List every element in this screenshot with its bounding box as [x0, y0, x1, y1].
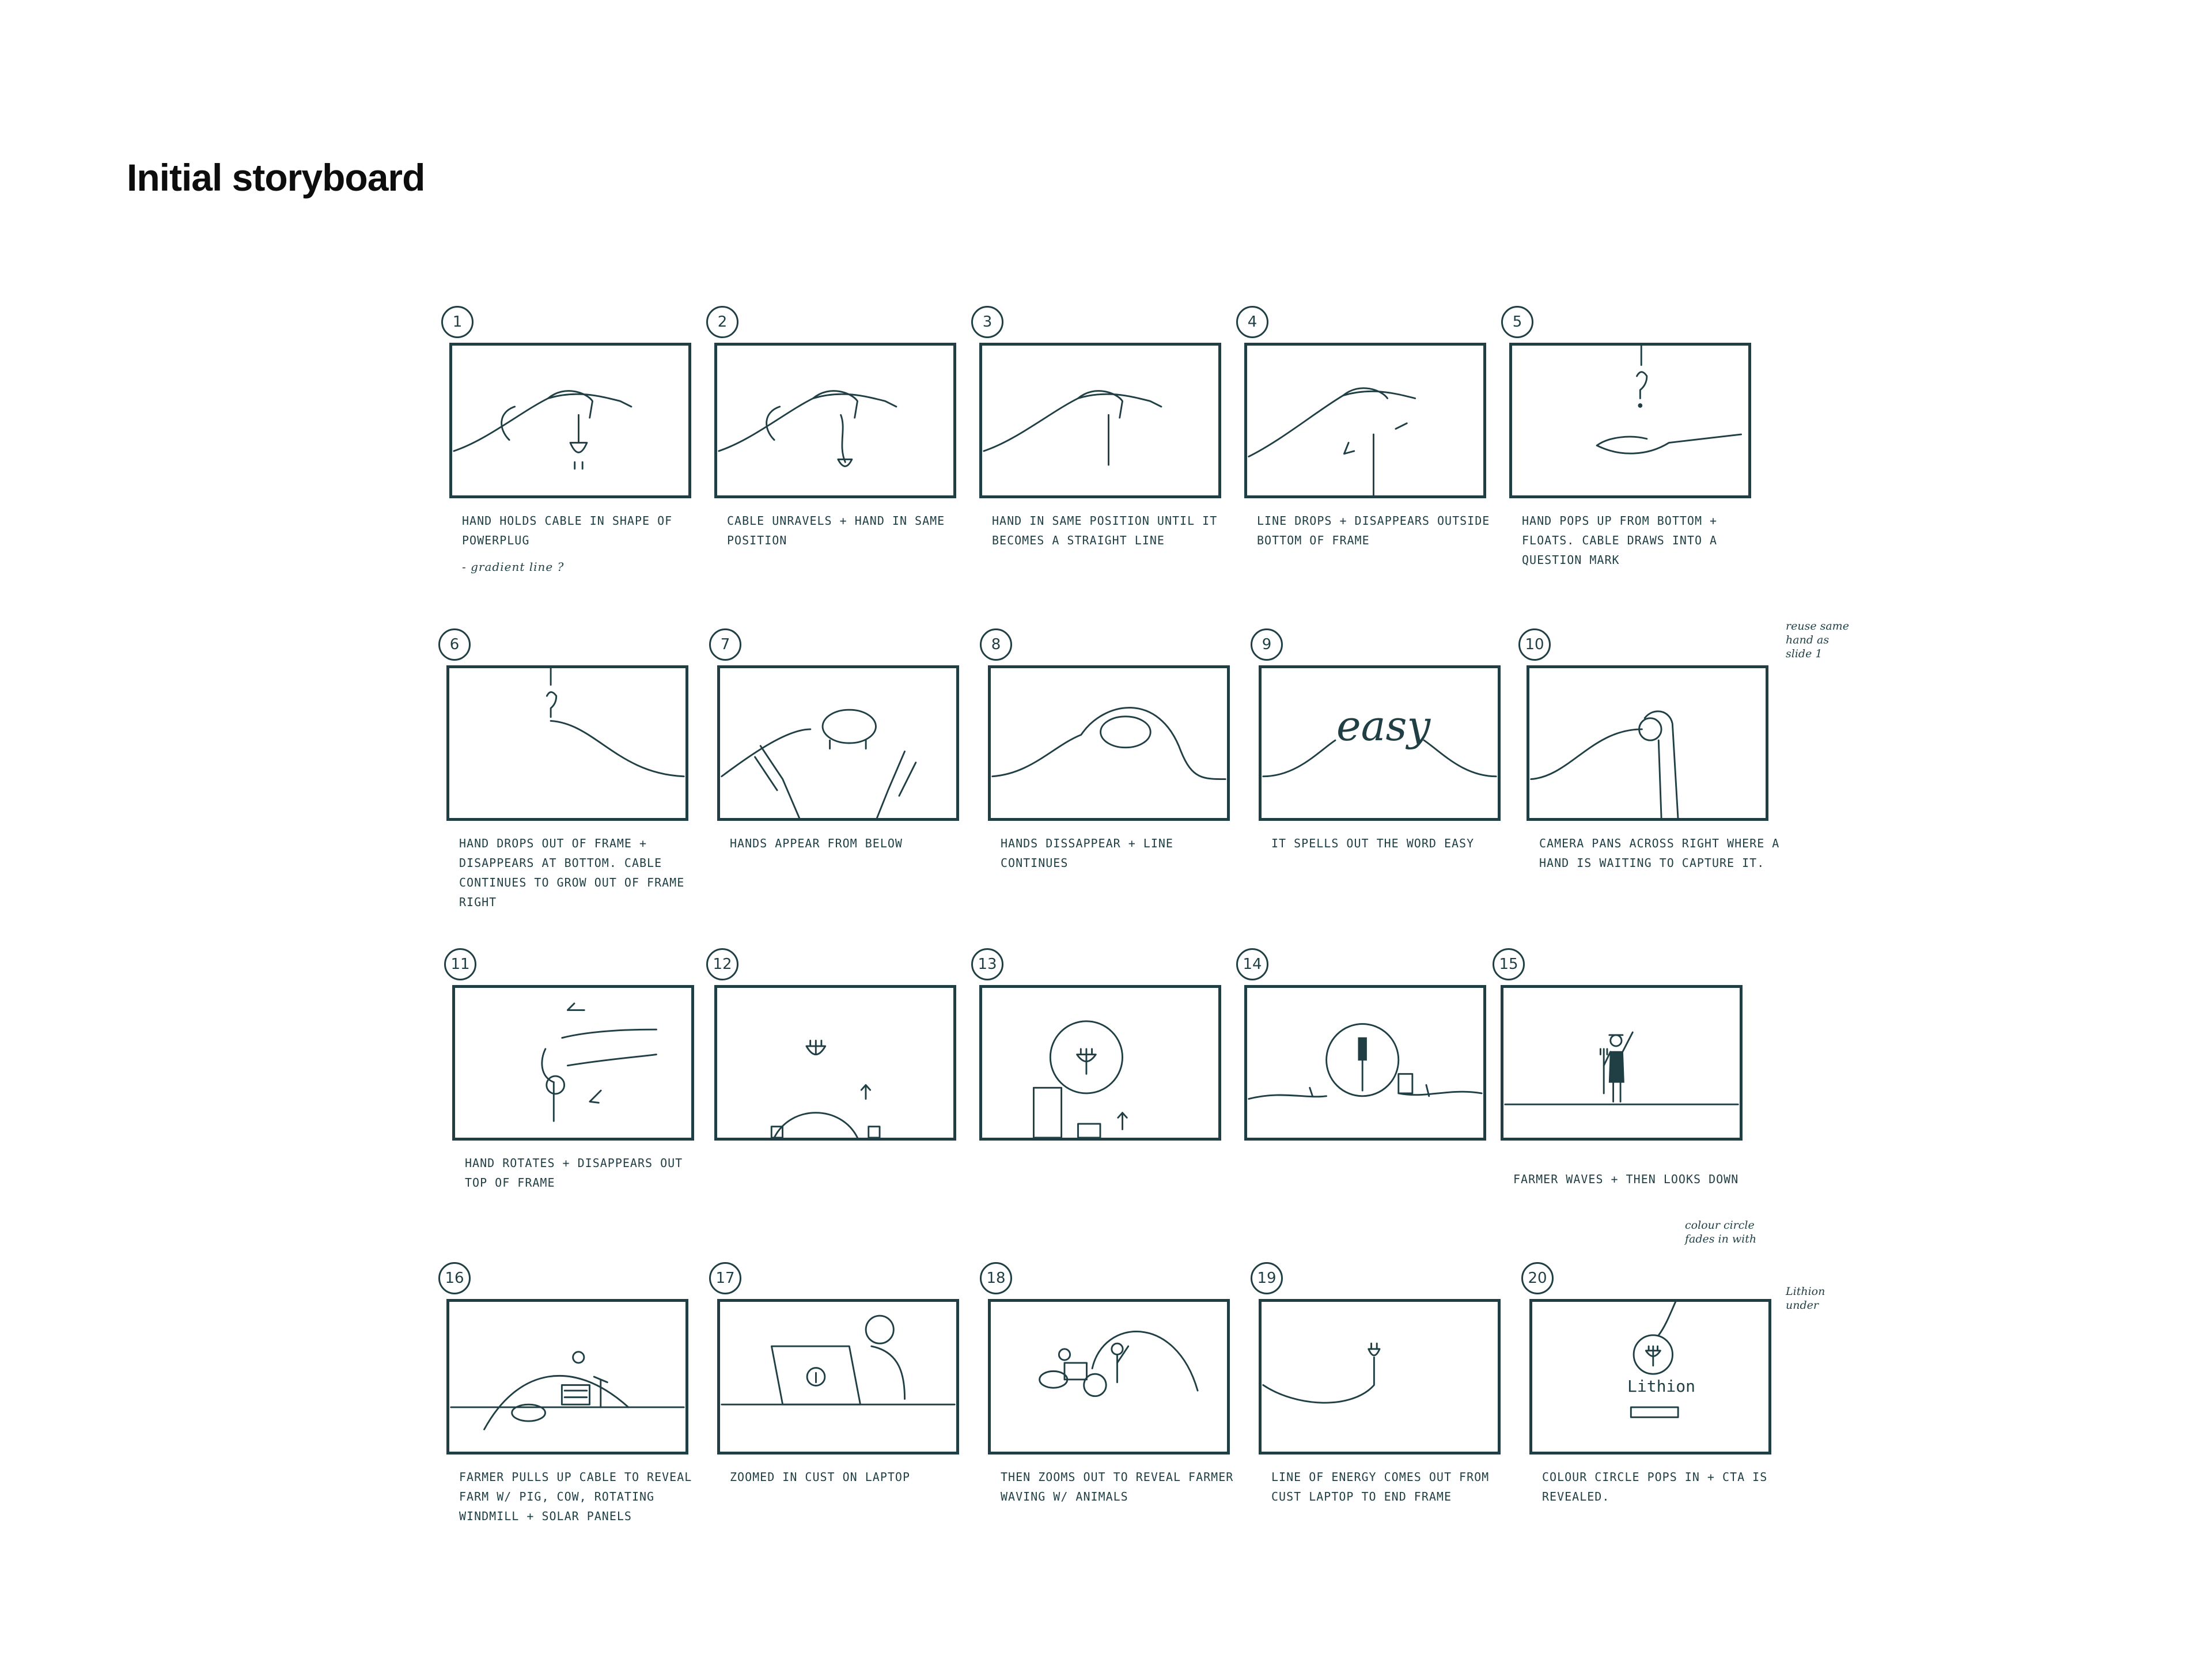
panel-number: 4: [1236, 306, 1268, 338]
panel-frame: [1501, 985, 1743, 1141]
panel-caption: ZOOMED IN CUST ON LAPTOP: [730, 1470, 910, 1484]
panel-number: 17: [709, 1262, 741, 1294]
panel-frame: [1259, 1299, 1501, 1455]
panel-frame: [1509, 343, 1751, 498]
panel-caption: HAND HOLDS CABLE IN SHAPE OF POWERPLUG: [462, 514, 673, 547]
farm-reveal-sketch: [449, 1302, 685, 1452]
panel-number: 20: [1521, 1262, 1554, 1294]
panel-frame: [717, 665, 959, 821]
panel-number: 13: [971, 948, 1003, 980]
panel-number: 9: [1251, 628, 1283, 661]
hand-straight-line-sketch: [982, 346, 1218, 495]
panel-number: 10: [1518, 628, 1551, 661]
farmer-animals-sketch: [991, 1302, 1227, 1452]
cable-grows-right-sketch: [449, 668, 685, 818]
lithion-under-note: Lithion under: [1786, 1285, 1825, 1312]
panel-frame: [1259, 665, 1501, 821]
panel-number: 3: [971, 306, 1003, 338]
panel-caption: LINE DROPS + DISAPPEARS OUTSIDE BOTTOM OF FRAME: [1257, 514, 1490, 547]
panel-frame: [979, 985, 1221, 1141]
colour-circle-note: colour circle fades in with: [1685, 1219, 1757, 1245]
hand-capture-sketch: [1529, 668, 1766, 818]
panel-frame: [1529, 1299, 1771, 1455]
panel-number: 15: [1493, 948, 1525, 980]
hand-rotates-sketch: [455, 988, 691, 1138]
panel-frame: [452, 985, 694, 1141]
panel-number: 5: [1501, 306, 1533, 338]
panel-number: 18: [980, 1262, 1012, 1294]
panel-caption-note: - gradient line ?: [462, 560, 565, 574]
panel-caption: HAND ROTATES + DISAPPEARS OUT TOP OF FRAME: [465, 1156, 683, 1190]
page-title: Initial storyboard: [127, 156, 425, 199]
panel-caption: HANDS APPEAR FROM BELOW: [730, 836, 903, 850]
panel-frame: [1244, 343, 1486, 498]
panel-number: 6: [438, 628, 471, 661]
panel-frame: [1527, 665, 1768, 821]
energy-line-sketch: [1262, 1302, 1498, 1452]
panel-caption: LINE OF ENERGY COMES OUT FROM CUST LAPTOP TO END FRAME: [1271, 1470, 1490, 1503]
panel-caption: HAND DROPS OUT OF FRAME + DISAPPEARS AT BOTTOM. CABLE CONTINUES TO GROW OUT OF FRAME RIGHT: [459, 836, 685, 909]
panel-frame: [988, 1299, 1230, 1455]
question-mark-hand-sketch: [1512, 346, 1748, 495]
panel-frame: [1244, 985, 1486, 1141]
reuse-hand-note: reuse same hand as slide 1: [1786, 620, 1849, 660]
panel-caption: HANDS DISSAPPEAR + LINE CONTINUES: [1001, 836, 1173, 870]
plug-circle-sketch: [982, 988, 1218, 1138]
hand-cable-unravel-sketch: [717, 346, 953, 495]
line-drop-sketch: [1247, 346, 1483, 495]
panel-number: 16: [438, 1262, 471, 1294]
panel-number: 1: [441, 306, 474, 338]
line-continues-piggy-sketch: [991, 668, 1227, 818]
hand-plug-sketch: [452, 346, 688, 495]
panel-caption: HAND IN SAME POSITION UNTIL IT BECOMES A STRAIGHT LINE: [992, 514, 1218, 547]
panel-frame: [446, 665, 688, 821]
panel-caption: FARMER PULLS UP CABLE TO REVEAL FARM W/ PIG, COW, ROTATING WINDMILL + SOLAR PANELS: [459, 1470, 692, 1523]
panel-number: 8: [980, 628, 1012, 661]
panel-caption: FARMER WAVES + THEN LOOKS DOWN: [1513, 1172, 1739, 1186]
lithion-label: Lithion: [1627, 1377, 1696, 1396]
panel-caption: HAND POPS UP FROM BOTTOM + FLOATS. CABLE DRAWS INTO A QUESTION MARK: [1522, 514, 1718, 567]
panel-number: 7: [709, 628, 741, 661]
panel-frame: [979, 343, 1221, 498]
panel-frame: [449, 343, 691, 498]
panel-number: 19: [1251, 1262, 1283, 1294]
panel-number: 14: [1236, 948, 1268, 980]
panel-caption: CABLE UNRAVELS + HAND IN SAME POSITION: [727, 514, 945, 547]
panel-caption: THEN ZOOMS OUT TO REVEAL FARMER WAVING W/ ANIMALS: [1001, 1470, 1234, 1503]
panel-frame: [714, 343, 956, 498]
panel-number: 12: [706, 948, 738, 980]
panel-frame: [714, 985, 956, 1141]
panel-frame: [717, 1299, 959, 1455]
panel-caption: COLOUR CIRCLE POPS IN + CTA IS REVEALED.: [1542, 1470, 1768, 1503]
plug-rising-sketch: [717, 988, 953, 1138]
easy-word: easy: [1336, 702, 1431, 750]
panel-number: 11: [444, 948, 476, 980]
panel-frame: [988, 665, 1230, 821]
panel-caption: CAMERA PANS ACROSS RIGHT WHERE A HAND IS WAITING TO CAPTURE IT.: [1539, 836, 1780, 870]
plug-circle-landscape-sketch: [1247, 988, 1483, 1138]
panel-frame: [446, 1299, 688, 1455]
panel-number: 2: [706, 306, 738, 338]
hands-piggy-bank-sketch: [720, 668, 956, 818]
laptop-zoom-sketch: [720, 1302, 956, 1452]
farmer-waving-sketch: [1503, 988, 1740, 1138]
panel-caption: IT SPELLS OUT THE WORD EASY: [1271, 836, 1475, 850]
